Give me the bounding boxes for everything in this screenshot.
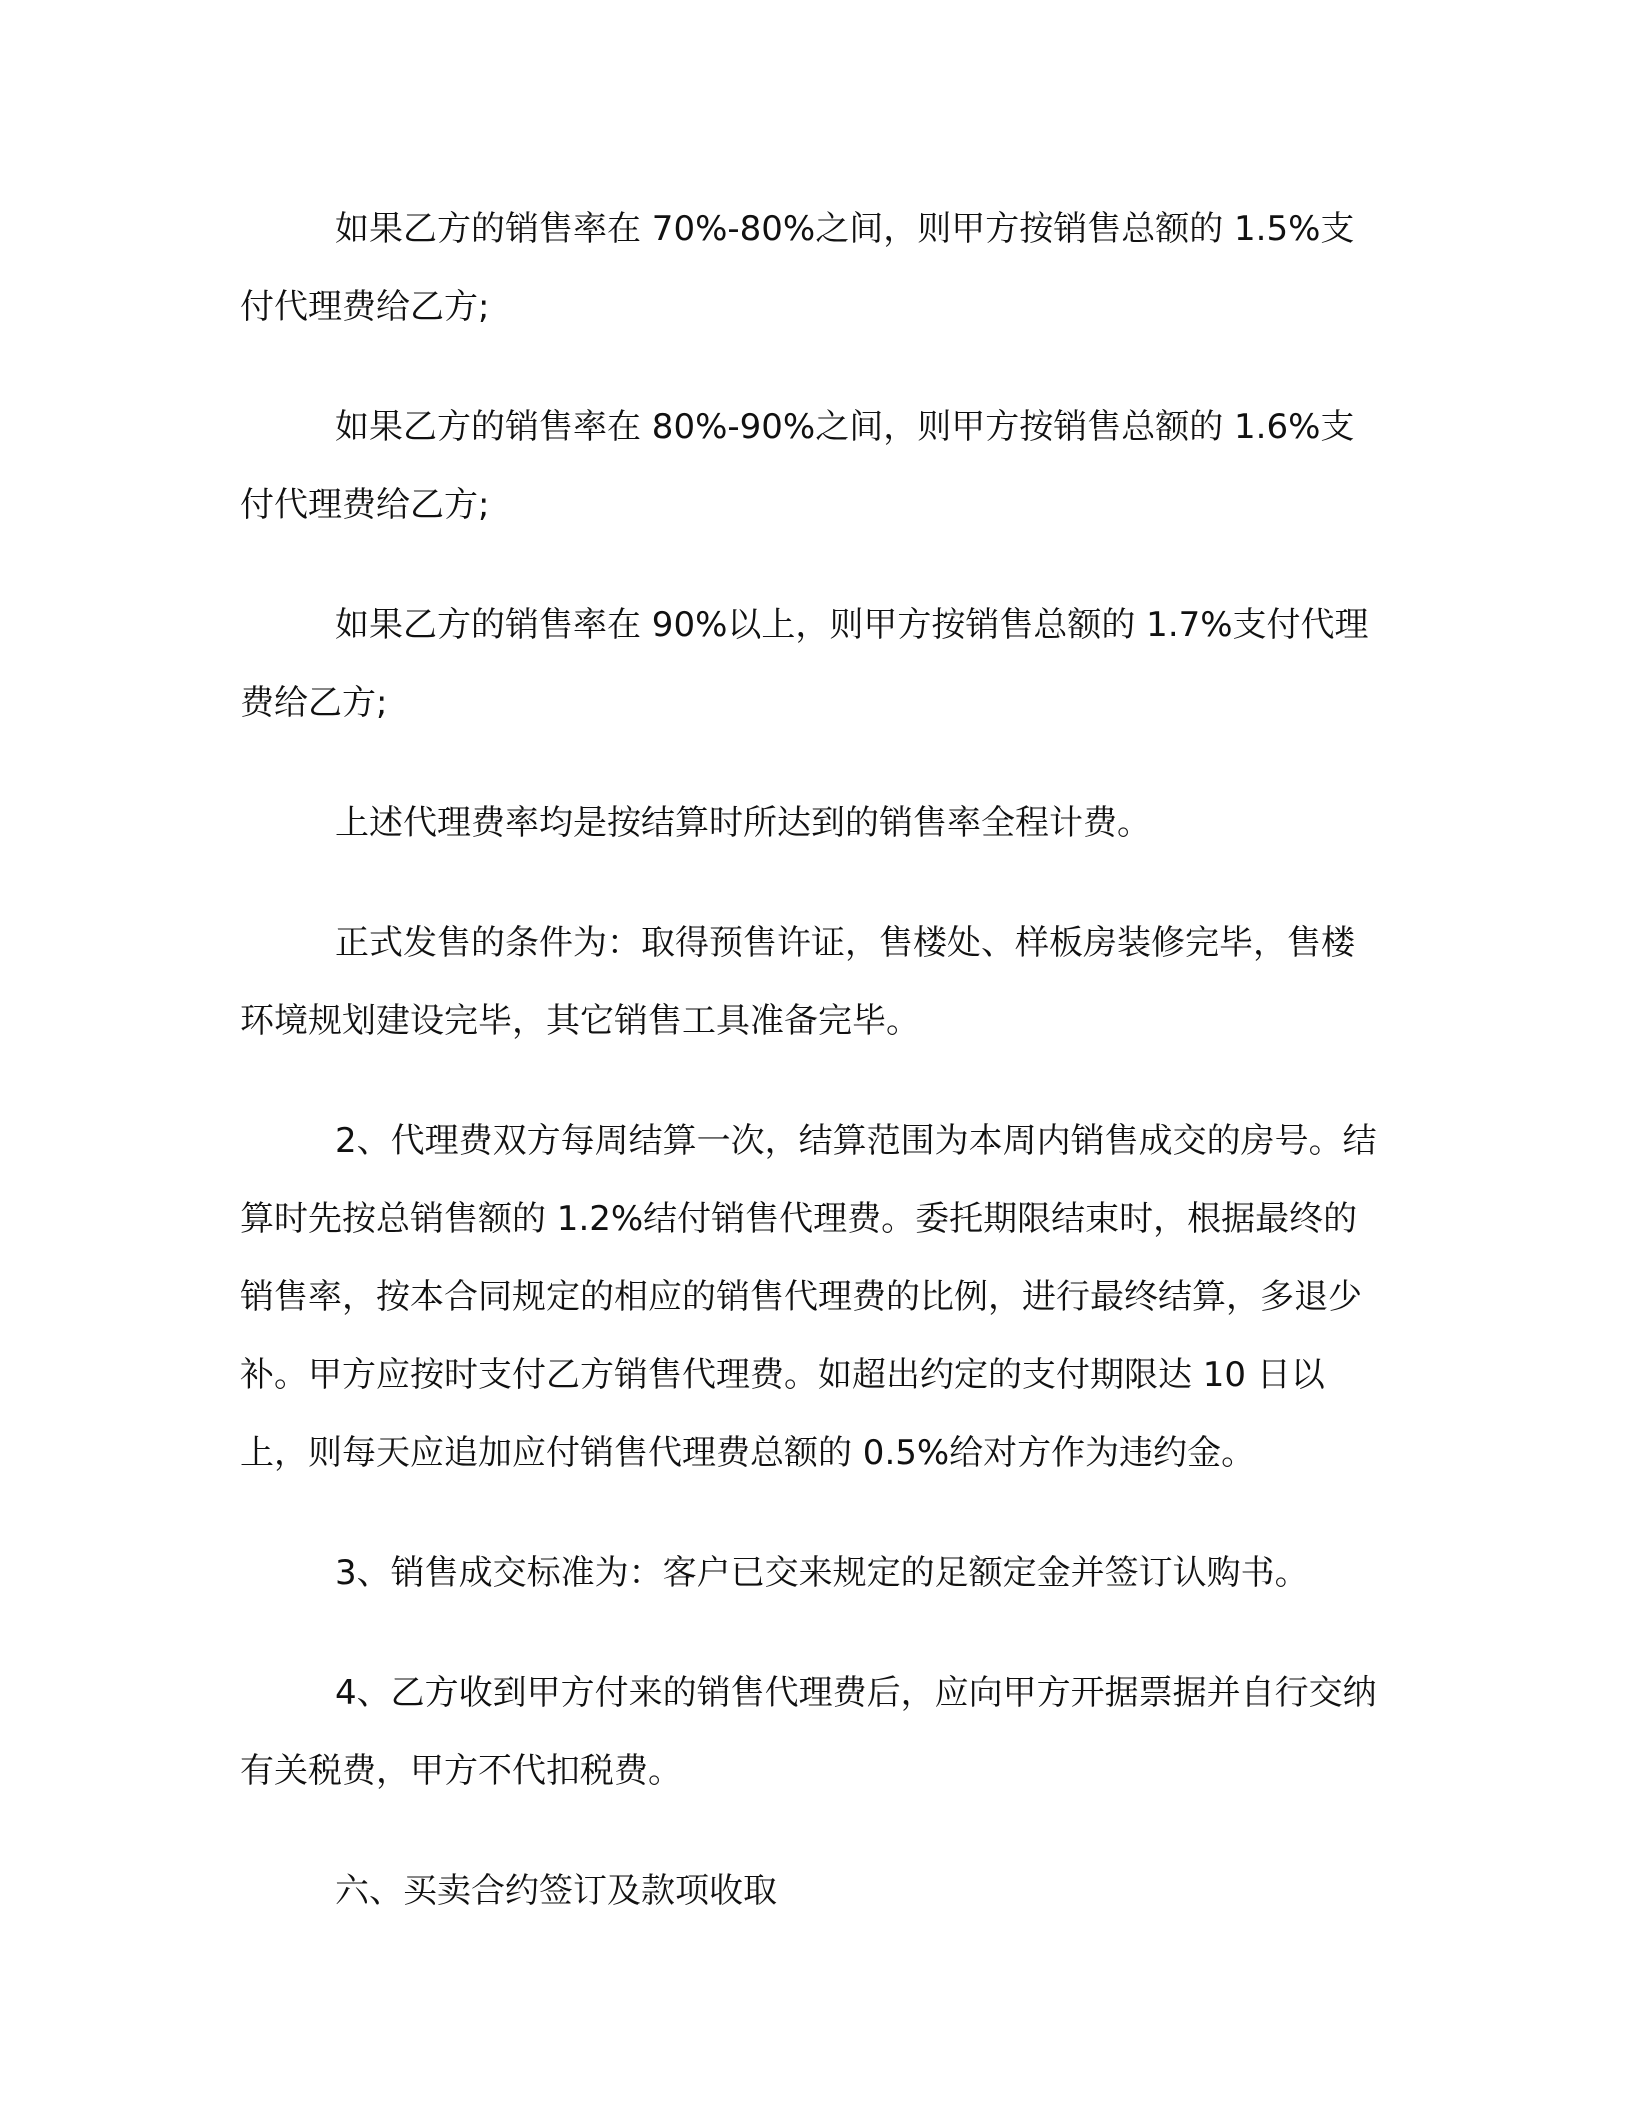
- paragraph-fee-90-plus: 如果乙方的销售率在 90%以上，则甲方按销售总额的 1.7%支付代理费给乙方;: [240, 605, 1369, 723]
- paragraph-fee-80-90: 如果乙方的销售率在 80%-90%之间，则甲方按销售总额的 1.6%支付代理费给乙方;: [240, 407, 1355, 525]
- paragraph-fee-70-80: 如果乙方的销售率在 70%-80%之间，则甲方按销售总额的 1.5%支付代理费给乙方;: [240, 209, 1355, 327]
- paragraph-fee-basis: 上述代理费率均是按结算时所达到的销售率全程计费。: [335, 803, 1151, 843]
- paragraph-launch-conditions: 正式发售的条件为：取得预售许证，售楼处、样板房装修完毕，售楼环境规划建设完毕，其它销售工具准备完毕。: [240, 923, 1355, 1041]
- paragraph-settlement: 2、代理费双方每周结算一次，结算范围为本周内销售成交的房号。结算时先按总销售额的 1.2%结付销售代理费。委托期限结束时，根据最终的销售率，按本合同规定的相应的销售代理费的比例，进行最终结算，多退少补。甲方应按时支付乙方销售代理费。如超出约定的支付期限达 10 日以上，则每天应追加应付销售代理费总额的 0.5%给对方作为违约金。: [240, 1121, 1377, 1473]
- document-body: [240, 190, 1380, 1972]
- section-heading-contract-signing: 六、买卖合约签订及款项收取: [335, 1871, 777, 1911]
- paragraph-invoice: 4、乙方收到甲方付来的销售代理费后，应向甲方开据票据并自行交纳有关税费，甲方不代扣税费。: [240, 1673, 1377, 1791]
- paragraph-deal-standard: 3、销售成交标准为：客户已交来规定的足额定金并签订认购书。: [335, 1553, 1309, 1593]
